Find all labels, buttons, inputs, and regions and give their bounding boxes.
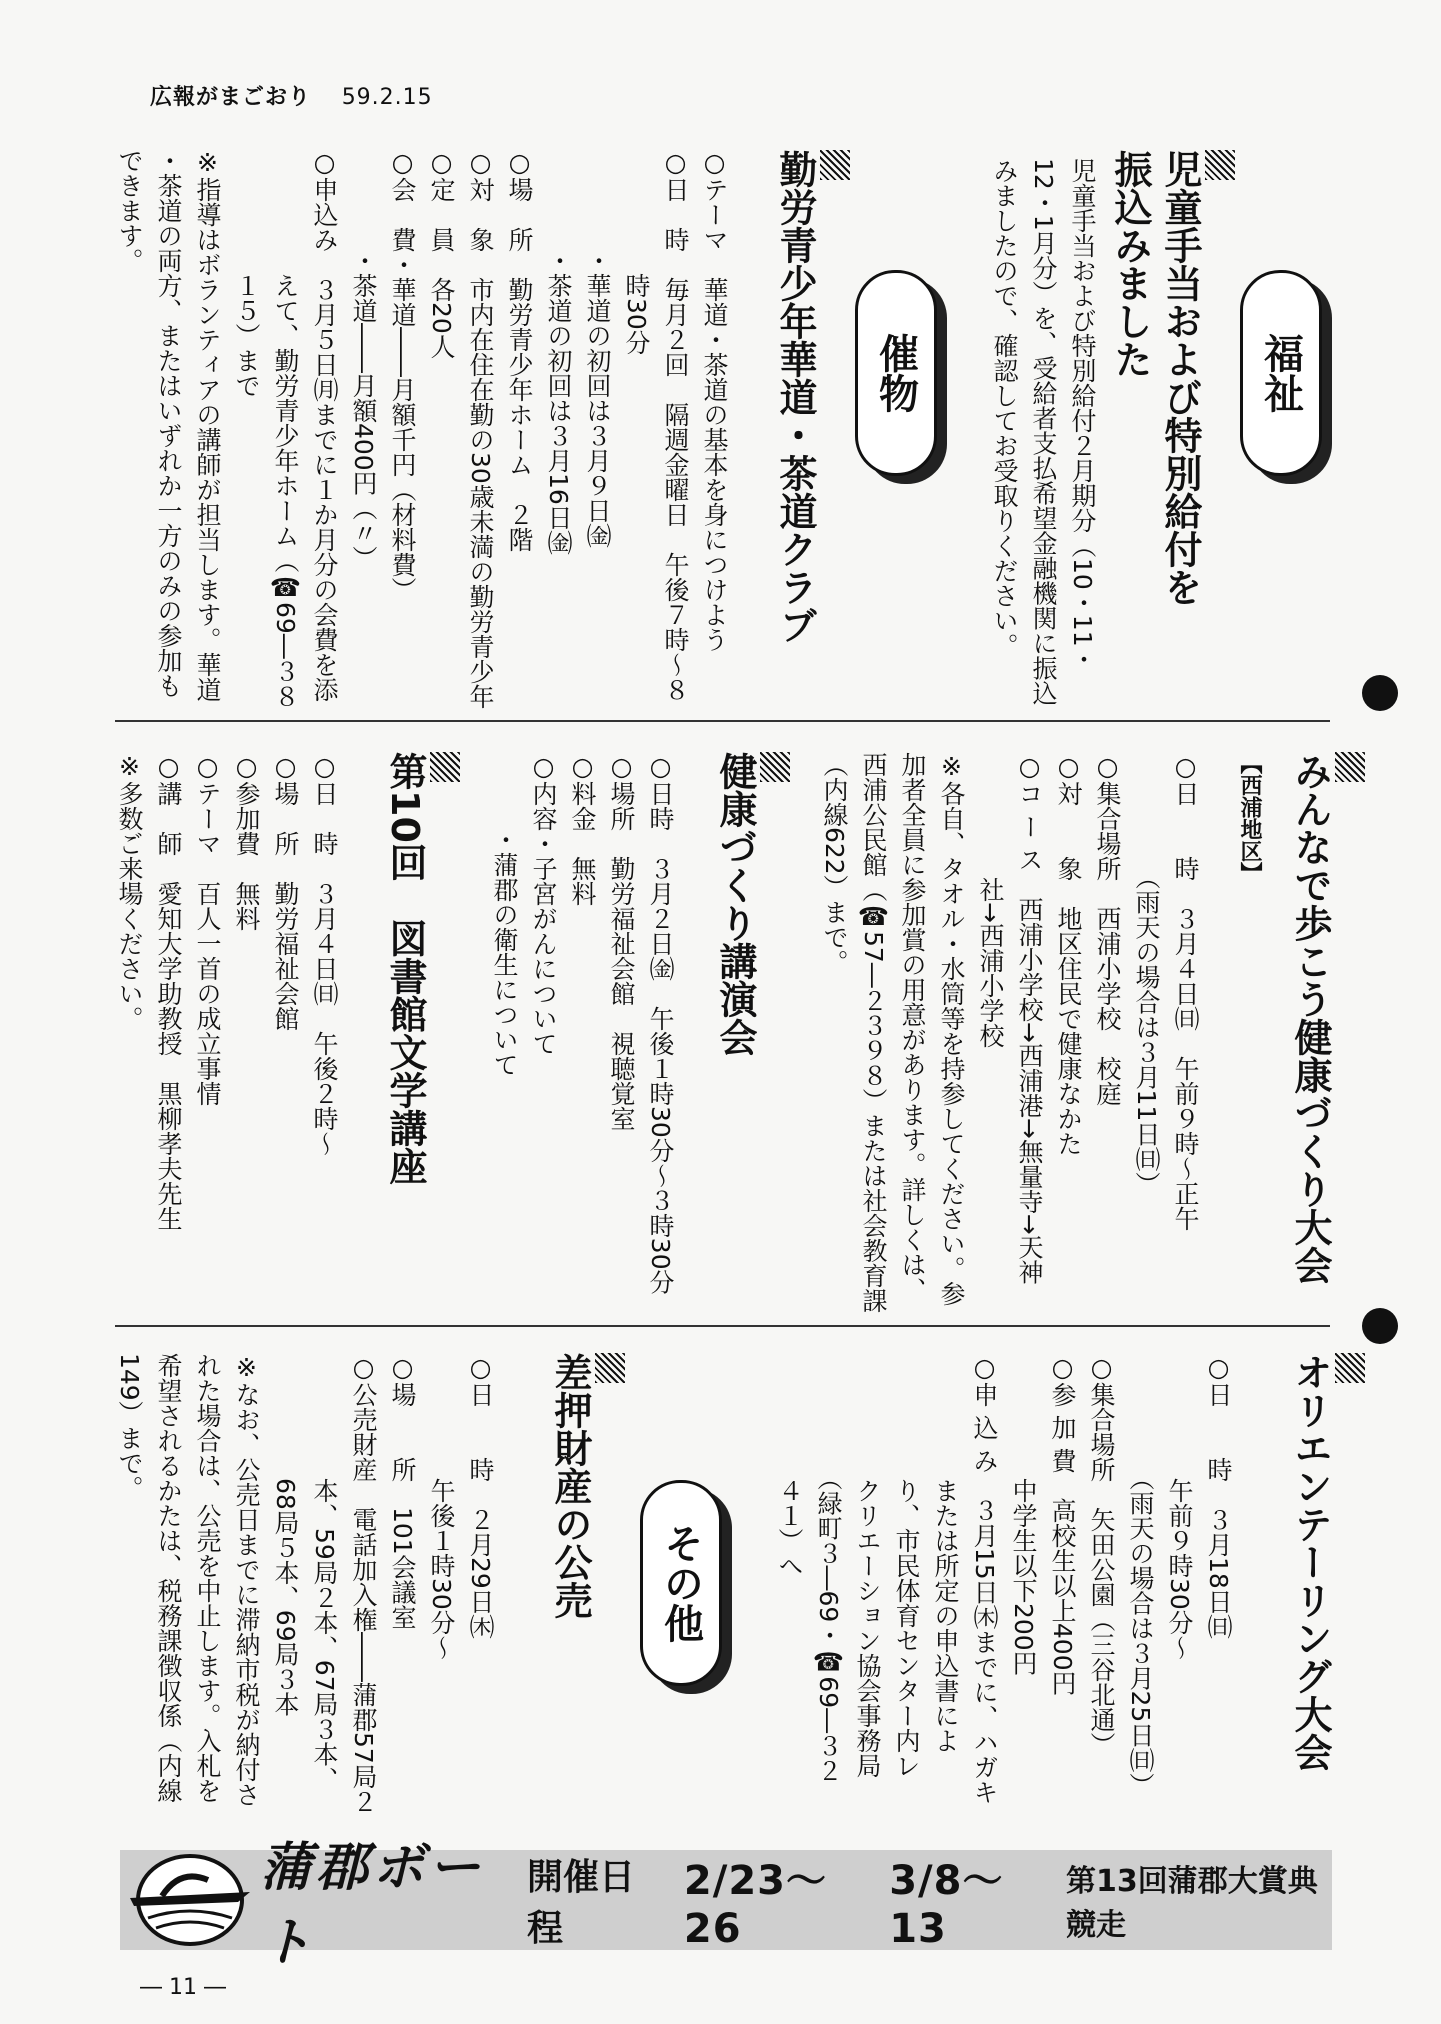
divider-bottom xyxy=(115,1325,1330,1327)
banner-schedule-label: 開催日程 xyxy=(526,1857,635,1949)
health-body: ○日時 ３月２日㈮ 午後１時30分〜３時30分 ○場所 勤労福祉会館 視聴覚室 ○料金 無料 ○内容・子宮がんについて ・蒲郡の衛生について xyxy=(490,752,675,1295)
walk-title: みんなで歩こう健康づくり大会 xyxy=(1285,752,1365,1312)
publication-date: 59.2.15 xyxy=(341,85,433,110)
library-title: 第10回 図書館文学講座 xyxy=(380,752,460,1202)
boat-logo-icon xyxy=(120,1840,260,1960)
banner-name: 蒲郡ボート xyxy=(260,1838,485,1973)
section-label-events: 催物 xyxy=(855,270,937,476)
welfare-title: 児童手当および特別給付を 振込みました xyxy=(1105,150,1235,670)
club-title: 勤労青少年華道・茶道クラブ xyxy=(770,150,850,695)
auction-title: 差押財産の公売 xyxy=(545,1353,625,1803)
walk-body: ○日 時 ３月４日㈰ 午前９時〜正午 （雨天の場合は３月11日㈰） ○集合場所 西浦小学校 校庭 ○対 象 地区住民で健康なかた ○コ ー ス 西浦小学校→西浦港→無量寺→天神 社→西浦小学校 ※各自、タオル・水筒等を持参してください。参 加者全員に参加賞の用意があります。詳しくは、 西浦公民館（☎57―２３９８）または社会教育課 （内線622）まで。 xyxy=(820,752,1200,1313)
auction-body: ○日 時 ２月29日㈭ 午後１時30分〜 ○場 所 101会議室 ○公売財産 電話加入権――蒲郡57局２ 本、59局２本、67局３本、 68局５本、69局３本 ※なお、公売日までに滞納市税が納付さ れた場合は、公売を中止します。入札を 希望されるかたは、税務課徴収係（内線 149）まで。 xyxy=(115,1353,495,1814)
welfare-body: 児童手当および特別給付２月期分（10・11・ 12・1月分）を、受給者支払希望金融機関に振込 みましたので、確認してお受取りください。 xyxy=(990,158,1097,706)
banner-dates-feb: 2/23〜26 xyxy=(683,1857,827,1952)
divider-top xyxy=(115,720,1330,722)
banner-event: 第13回蒲郡大賞典競走 xyxy=(1065,1864,1318,1943)
section-label-other: その他 xyxy=(640,1480,722,1686)
banner-dates-mar: 3/8〜13 xyxy=(889,1857,1004,1952)
page-number: ― 11 ― xyxy=(140,1975,226,2000)
section-label-welfare: 福祉 xyxy=(1240,270,1322,476)
page-header xyxy=(150,80,455,111)
walk-district: 【西浦地区】 xyxy=(1237,752,1262,884)
margin-dot-lower xyxy=(1362,1308,1398,1344)
publication-name: 広報がまごおり xyxy=(150,85,312,110)
margin-dot-upper xyxy=(1362,675,1398,711)
library-body: ○日 時 ３月４日㈰ 午後２時〜 ○場 所 勤労福祉会館 ○参加費 無料 ○テーマ 百人一首の成立事情 ○講 師 愛知大学助教授 黒柳孝夫先生 ※多数ご来場ください。 xyxy=(115,752,339,1231)
orienteering-title: オリエンテーリング大会 xyxy=(1285,1353,1365,1803)
club-body: ○テーマ 華道・茶道の基本を身につけよう ○日 時 毎月２回 隔週金曜日 午後７時〜８ 時30分 ・華道の初回は３月９日㈮ ・茶道の初回は３月16日㈮ ○場 所 勤労青少年ホーム ２階 ○対 象 市内在住在勤の30歳未満の勤労青少年 ○定 員 各20人 ○会 費・華道――月額千円（材料費） ・茶道――月額400円（〃） ○申込み ３月５日㈪までに１か月分の会費を添 えて、勤労青少年ホーム（☎69―３８ １５）まで ※指導はボランティアの講師が担当します。華道 ・茶道の両方、またはいずれか一方のみの参加も できます。 xyxy=(115,148,729,709)
boat-race-banner xyxy=(120,1838,1332,1973)
orienteering-body: ○日 時 ３月18日㈰ 午前９時30分〜 （雨天の場合は３月25日㈰） ○集合場所 矢田公園（三谷北通） ○参 加 費 高校生以上400円 中学生以下200円 ○申 込 み ３月15日㈭までに、ハガキ または所定の申込書によ り、市民体育センター内レ クリエーション協会事務局 （緑町３―69・☎69―３２ ４１）へ xyxy=(775,1353,1233,1805)
health-title: 健康づくり講演会 xyxy=(710,752,790,1202)
